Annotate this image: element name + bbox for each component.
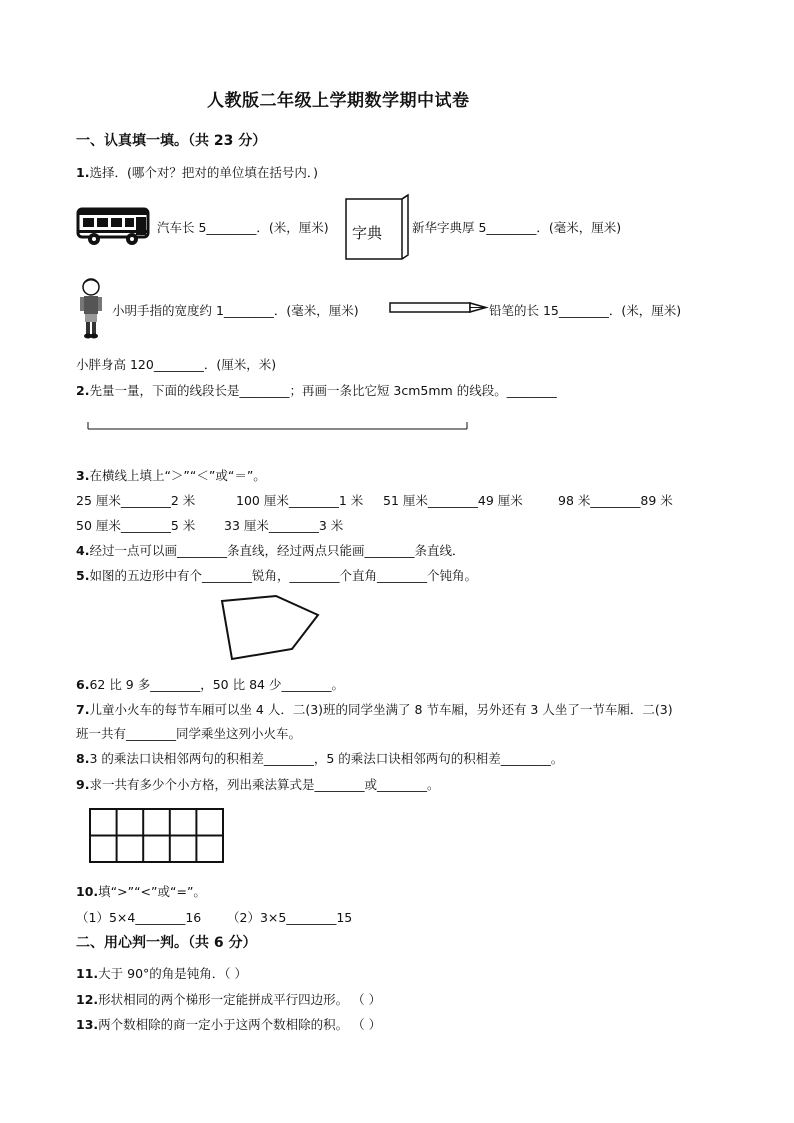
- question-7-line2: 班一共有________同学乘坐这列小火车。: [76, 726, 302, 741]
- question-number: 4.: [76, 543, 90, 558]
- question-number: 1.: [76, 165, 90, 180]
- question-2: [76, 381, 557, 399]
- question-13: [76, 1015, 381, 1033]
- question-4: [76, 541, 464, 559]
- question-3: [76, 466, 266, 484]
- question-text: 选择．(哪个对？把对的单位填在括号内．): [89, 165, 318, 180]
- bus-icon: [76, 205, 152, 247]
- pencil-icon: [389, 301, 489, 315]
- question-text: 经过一点可以画________条直线，经过两点只能画________条直线．: [89, 543, 465, 558]
- question-text: 求一共有多少个小方格，列出乘法算式是________或________。: [89, 777, 440, 792]
- page-title: 人教版二年级上学期数学期中试卷: [207, 91, 470, 111]
- question-number: 6.: [76, 677, 90, 692]
- dictionary-label: 字典: [352, 224, 383, 242]
- question-text: 形状相同的两个梯形一定能拼成平行四边形。 （ ）: [98, 992, 382, 1007]
- question-1: [76, 163, 318, 181]
- measure-line-segment: [86, 418, 470, 432]
- pentagon-figure: [218, 593, 322, 663]
- question-9: [76, 775, 439, 793]
- question-6: [76, 675, 344, 693]
- question-number: 7.: [76, 702, 90, 717]
- compare-item: 98 米________89 米: [558, 493, 673, 508]
- section-heading-1: 一、认真填一填。（共 23 分）: [76, 133, 267, 149]
- question-text: 3 的乘法口诀相邻两句的积相差________，5 的乘法口诀相邻两句的积相差________。: [89, 751, 564, 766]
- pencil-question: 铅笔的长 15________．(米，厘米): [489, 303, 682, 318]
- finger-question: 小明手指的宽度约 1________．(毫米，厘米): [112, 303, 359, 318]
- height-question: 小胖身高 120________．(厘米，米): [76, 357, 277, 372]
- bus-question: 汽车长 5________．(米，厘米): [157, 220, 329, 235]
- question-12: [76, 990, 381, 1008]
- question-text: 填“>”“<”或“=”。: [98, 884, 206, 899]
- question-7: [76, 700, 673, 718]
- square-grid-figure: [89, 808, 225, 864]
- question-8: [76, 749, 563, 767]
- question-number: 8.: [76, 751, 90, 766]
- question-number: 3.: [76, 468, 90, 483]
- question-10: [76, 882, 206, 900]
- compare-item: 51 厘米________49 厘米: [383, 493, 523, 508]
- question-number: 9.: [76, 777, 90, 792]
- compare-item: （1）5×4________16: [76, 910, 202, 925]
- question-5: [76, 566, 477, 584]
- dictionary-question: 新华字典厚 5________．(毫米，厘米): [412, 220, 622, 235]
- section-heading-2: 二、用心判一判。（共 6 分）: [76, 935, 257, 951]
- question-text: 两个数相除的商一定小于这两个数相除的积。 （ ）: [98, 1017, 382, 1032]
- question-number: 12.: [76, 992, 99, 1007]
- compare-item: （2）3×5________15: [227, 910, 353, 925]
- compare-item: 100 厘米________1 米: [236, 493, 364, 508]
- question-number: 5.: [76, 568, 90, 583]
- boy-icon: [78, 278, 104, 340]
- question-number: 2.: [76, 383, 90, 398]
- compare-item: 25 厘米________2 米: [76, 493, 196, 508]
- question-number: 10.: [76, 884, 99, 899]
- question-text: 在横线上填上“＞”“＜”或“＝”。: [89, 468, 266, 483]
- question-text: 先量一量，下面的线段长是________；再画一条比它短 3cm5mm 的线段。________: [89, 383, 557, 398]
- question-number: 13.: [76, 1017, 99, 1032]
- question-text-line1: 儿童小火车的每节车厢可以坐 4 人．二(3)班的同学坐满了 8 节车厢，另外还有 3 人坐了一节车厢．二(3): [89, 702, 673, 717]
- question-text: 大于 90°的角是钝角．（ ）: [98, 966, 248, 981]
- compare-item: 33 厘米________3 米: [224, 518, 344, 533]
- question-text: 62 比 9 多________，50 比 84 少________。: [89, 677, 344, 692]
- question-number: 11.: [76, 966, 99, 981]
- compare-item: 50 厘米________5 米: [76, 518, 196, 533]
- question-11: [76, 964, 247, 982]
- question-text: 如图的五边形中有个________锐角，________个直角________个钝角。: [89, 568, 477, 583]
